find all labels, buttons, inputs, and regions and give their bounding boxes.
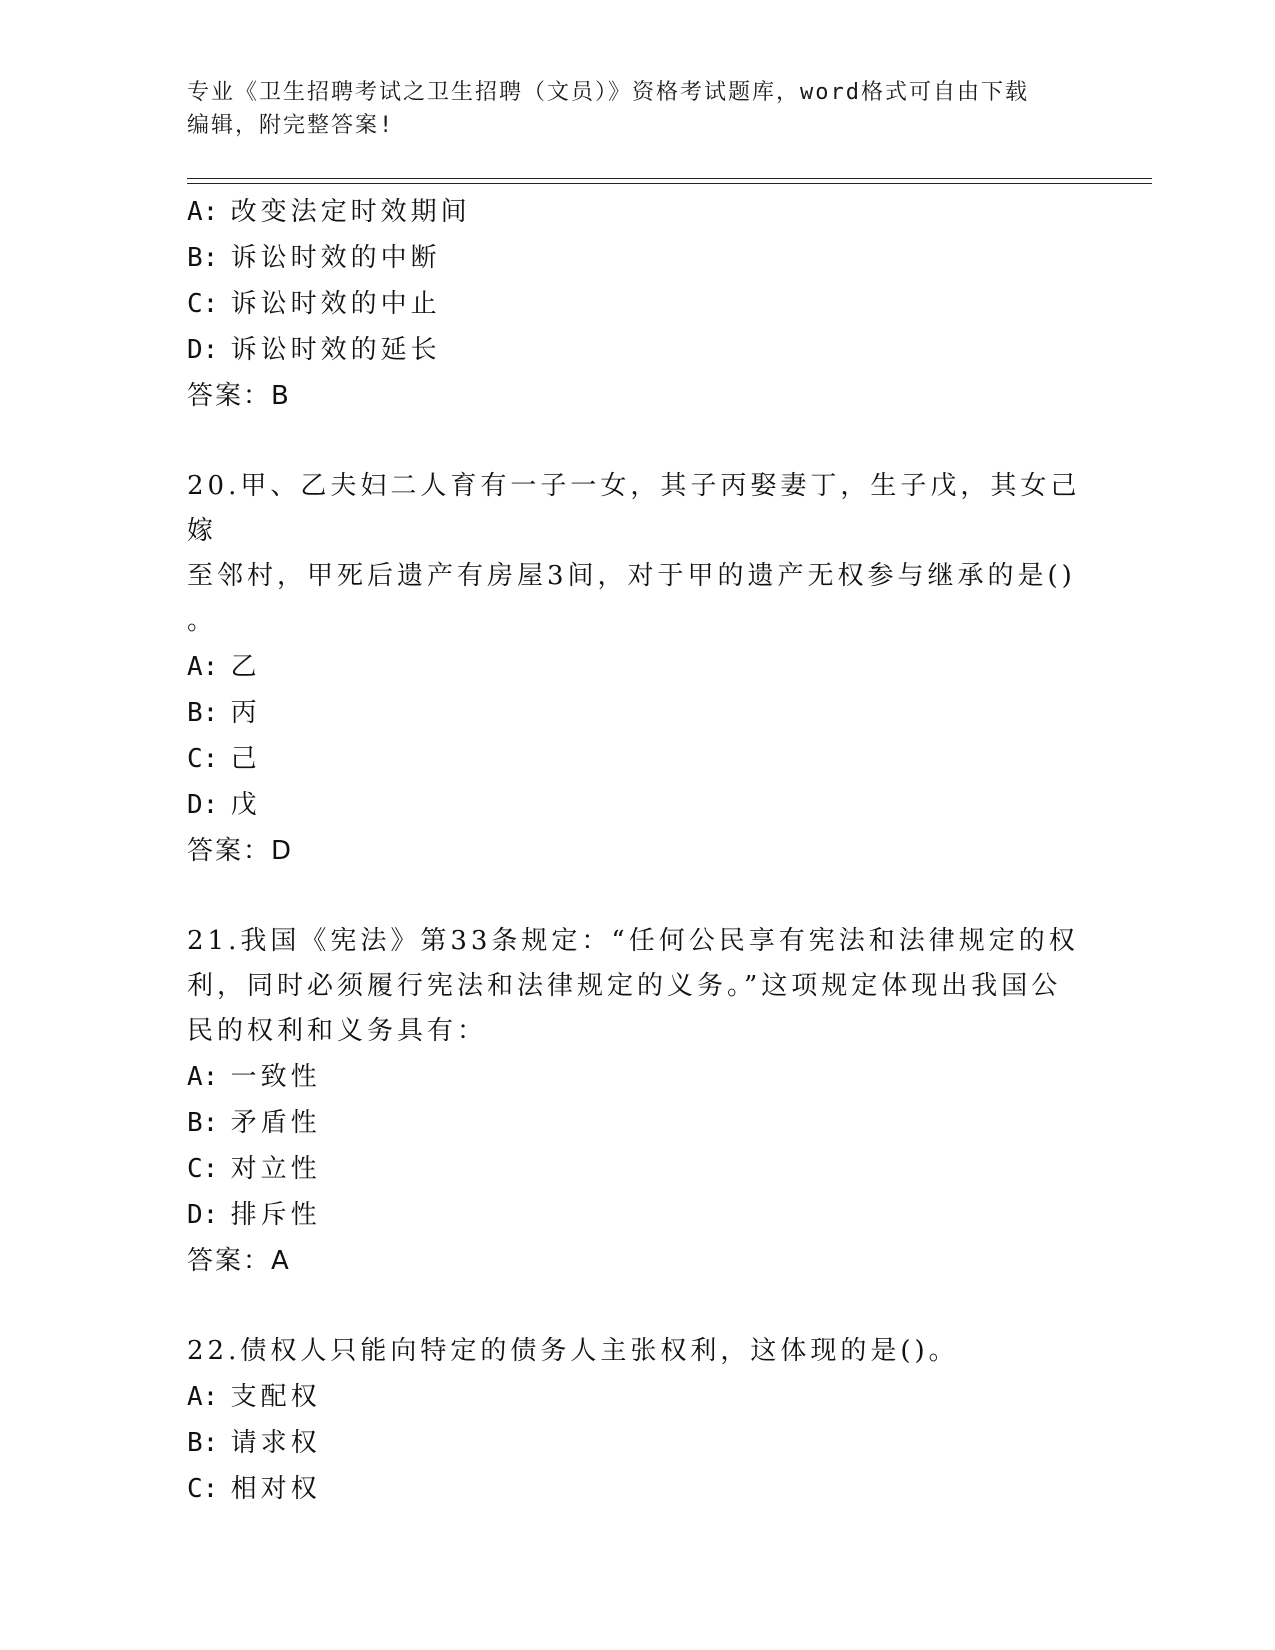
option-c: C: 相对权 xyxy=(187,1474,321,1504)
option-a: A: 乙 xyxy=(187,652,261,682)
answer: 答案：B xyxy=(187,381,291,411)
question-21 xyxy=(187,919,1087,1284)
question-stem-line: 20.甲、乙夫妇二人育有一子一女，其子丙娶妻丁，生子戊，其女己嫁 xyxy=(187,471,1081,546)
option-d: D: 排斥性 xyxy=(187,1200,321,1230)
document-header xyxy=(187,76,1067,142)
option-c: C: 己 xyxy=(187,744,261,774)
answer: 答案：D xyxy=(187,836,294,866)
question-stem-line: 。 xyxy=(187,606,218,636)
option-b: B: 请求权 xyxy=(187,1428,321,1458)
question-stem-line: 民的权利和义务具有： xyxy=(187,1016,488,1046)
question-stem-line: 21.我国《宪法》第33条规定：“任何公民享有宪法和法律规定的权 xyxy=(187,926,1079,956)
option-a: A: 改变法定时效期间 xyxy=(187,197,471,227)
question-list xyxy=(187,189,1087,1512)
question-22 xyxy=(187,1329,1087,1512)
question-20 xyxy=(187,464,1087,874)
question-stem-line: 22.债权人只能向特定的债务人主张权利，这体现的是()。 xyxy=(187,1336,959,1366)
question-stem-line: 利，同时必须履行宪法和法律规定的义务。”这项规定体现出我国公 xyxy=(187,971,1062,1001)
option-b: B: 矛盾性 xyxy=(187,1108,321,1138)
option-b: B: 诉讼时效的中断 xyxy=(187,243,441,273)
option-d: D: 戊 xyxy=(187,790,261,820)
option-c: C: 对立性 xyxy=(187,1154,321,1184)
option-a: A: 一致性 xyxy=(187,1062,321,1092)
header-divider-bottom xyxy=(187,183,1152,184)
option-a: A: 支配权 xyxy=(187,1382,321,1412)
option-c: C: 诉讼时效的中止 xyxy=(187,289,441,319)
answer: 答案：A xyxy=(187,1246,291,1276)
header-line-1: 专业《卫生招聘考试之卫生招聘（文员）》资格考试题库，word格式可自由下载 xyxy=(187,80,1029,105)
option-b: B: 丙 xyxy=(187,698,261,728)
question-19 xyxy=(187,189,1087,419)
option-d: D: 诉讼时效的延长 xyxy=(187,335,441,365)
question-stem-line: 至邻村，甲死后遗产有房屋3间，对于甲的遗产无权参与继承的是() xyxy=(187,561,1076,591)
header-divider-top xyxy=(187,178,1152,179)
header-line-2: 编辑，附完整答案! xyxy=(187,113,395,138)
